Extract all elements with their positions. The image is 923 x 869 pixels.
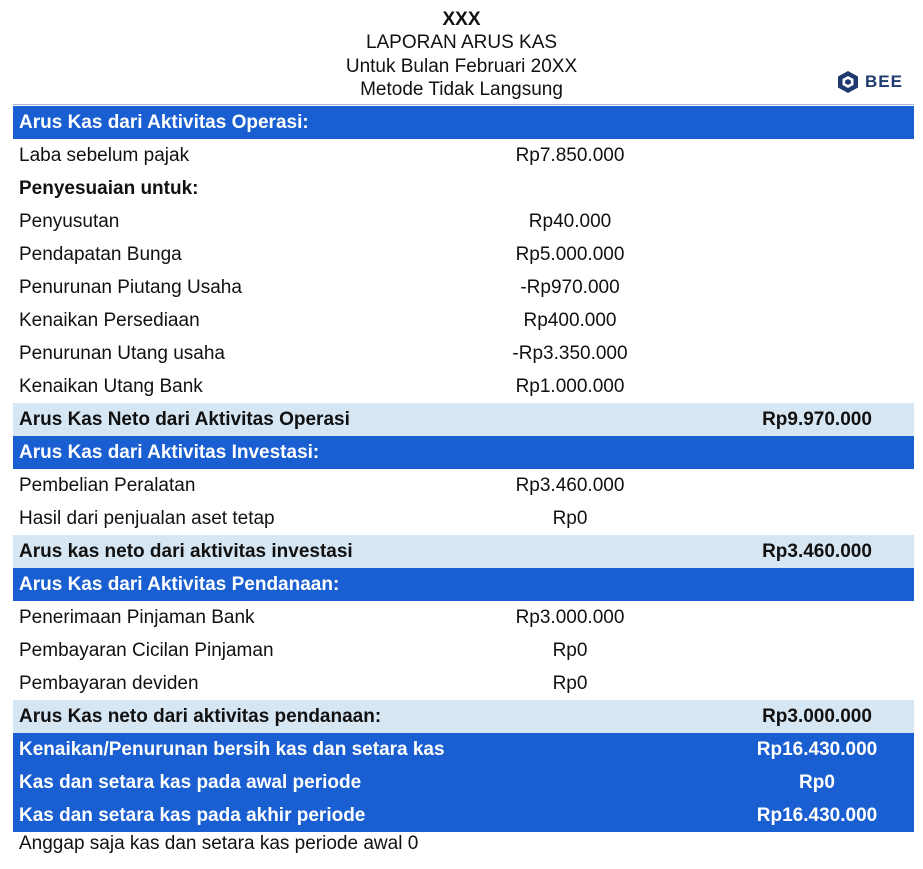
row-label: Pembayaran Cicilan Pinjaman — [19, 640, 274, 661]
table-row — [13, 139, 914, 172]
row-total: Rp0 — [799, 772, 835, 793]
row-amount: -Rp970.000 — [520, 277, 620, 298]
row-label: Arus kas neto dari aktivitas investasi — [19, 541, 353, 562]
row-label: Arus Kas neto dari aktivitas pendanaan: — [19, 706, 382, 727]
row-label: Pembelian Peralatan — [19, 475, 196, 496]
table-row — [13, 337, 914, 370]
row-label: Pembayaran deviden — [19, 673, 199, 694]
logo-text: BEE — [865, 72, 903, 91]
row-label: Arus Kas dari Aktivitas Pendanaan: — [19, 574, 340, 595]
row-amount: Rp7.850.000 — [515, 145, 625, 166]
row-total: Rp16.430.000 — [756, 739, 878, 760]
row-amount: Rp3.460.000 — [515, 475, 625, 496]
row-label: Hasil dari penjualan aset tetap — [19, 508, 275, 529]
table-row — [13, 238, 914, 271]
row-amount: Rp400.000 — [523, 310, 617, 331]
table-row — [13, 205, 914, 238]
footnote: Anggap saja kas dan setara kas periode awal 0 — [19, 833, 419, 854]
row-label: Penyesuaian untuk: — [19, 178, 199, 199]
row-amount: Rp40.000 — [528, 211, 612, 232]
beginning-balance-row — [13, 766, 914, 799]
row-label: Arus Kas Neto dari Aktivitas Operasi — [19, 409, 350, 430]
row-label: Kenaikan Persediaan — [19, 310, 200, 331]
company-name: XXX — [442, 9, 481, 30]
row-total: Rp16.430.000 — [756, 805, 878, 826]
row-label: Penurunan Utang usaha — [19, 343, 225, 364]
ending-balance-row — [13, 799, 914, 832]
row-label: Kas dan setara kas pada akhir periode — [19, 805, 366, 826]
row-amount: Rp1.000.000 — [515, 376, 625, 397]
row-total: Rp9.970.000 — [762, 409, 872, 430]
table-row — [13, 370, 914, 403]
report-method: Metode Tidak Langsung — [360, 79, 563, 100]
section-financing — [13, 568, 914, 601]
subtotal-operating — [13, 403, 914, 436]
subtotal-financing — [13, 700, 914, 733]
cash-flow-table — [13, 106, 914, 832]
row-amount: Rp0 — [552, 640, 588, 661]
row-label: Penerimaan Pinjaman Bank — [19, 607, 255, 628]
header-divider — [13, 104, 914, 105]
row-label: Penurunan Piutang Usaha — [19, 277, 242, 298]
report-title: LAPORAN ARUS KAS — [365, 32, 558, 53]
row-amount: Rp3.000.000 — [515, 607, 625, 628]
row-label: Penyusutan — [19, 211, 120, 232]
row-label: Laba sebelum pajak — [19, 145, 190, 166]
table-row — [13, 469, 914, 502]
row-amount: Rp0 — [552, 673, 588, 694]
table-row — [13, 304, 914, 337]
row-total: Rp3.000.000 — [762, 706, 872, 727]
table-row — [13, 601, 914, 634]
table-row — [13, 271, 914, 304]
table-row — [13, 667, 914, 700]
adjustments-heading — [13, 172, 914, 205]
subtotal-investing — [13, 535, 914, 568]
row-label: Pendapatan Bunga — [19, 244, 182, 265]
row-label: Kenaikan/Penurunan bersih kas dan setara kas — [19, 739, 445, 760]
row-label: Arus Kas dari Aktivitas Investasi: — [19, 442, 320, 463]
table-row — [13, 634, 914, 667]
row-total: Rp3.460.000 — [762, 541, 872, 562]
bee-hexagon-icon — [837, 70, 859, 94]
section-investing — [13, 436, 914, 469]
row-amount: -Rp3.350.000 — [512, 343, 628, 364]
row-amount: Rp0 — [552, 508, 588, 529]
row-amount: Rp5.000.000 — [515, 244, 625, 265]
table-row — [13, 502, 914, 535]
report-period: Untuk Bulan Februari 20XX — [345, 56, 578, 77]
net-change-row — [13, 733, 914, 766]
row-label: Kenaikan Utang Bank — [19, 376, 203, 397]
section-operating — [13, 106, 914, 139]
row-label: Kas dan setara kas pada awal periode — [19, 772, 362, 793]
row-label: Arus Kas dari Aktivitas Operasi: — [19, 112, 309, 133]
bee-logo — [837, 70, 903, 94]
